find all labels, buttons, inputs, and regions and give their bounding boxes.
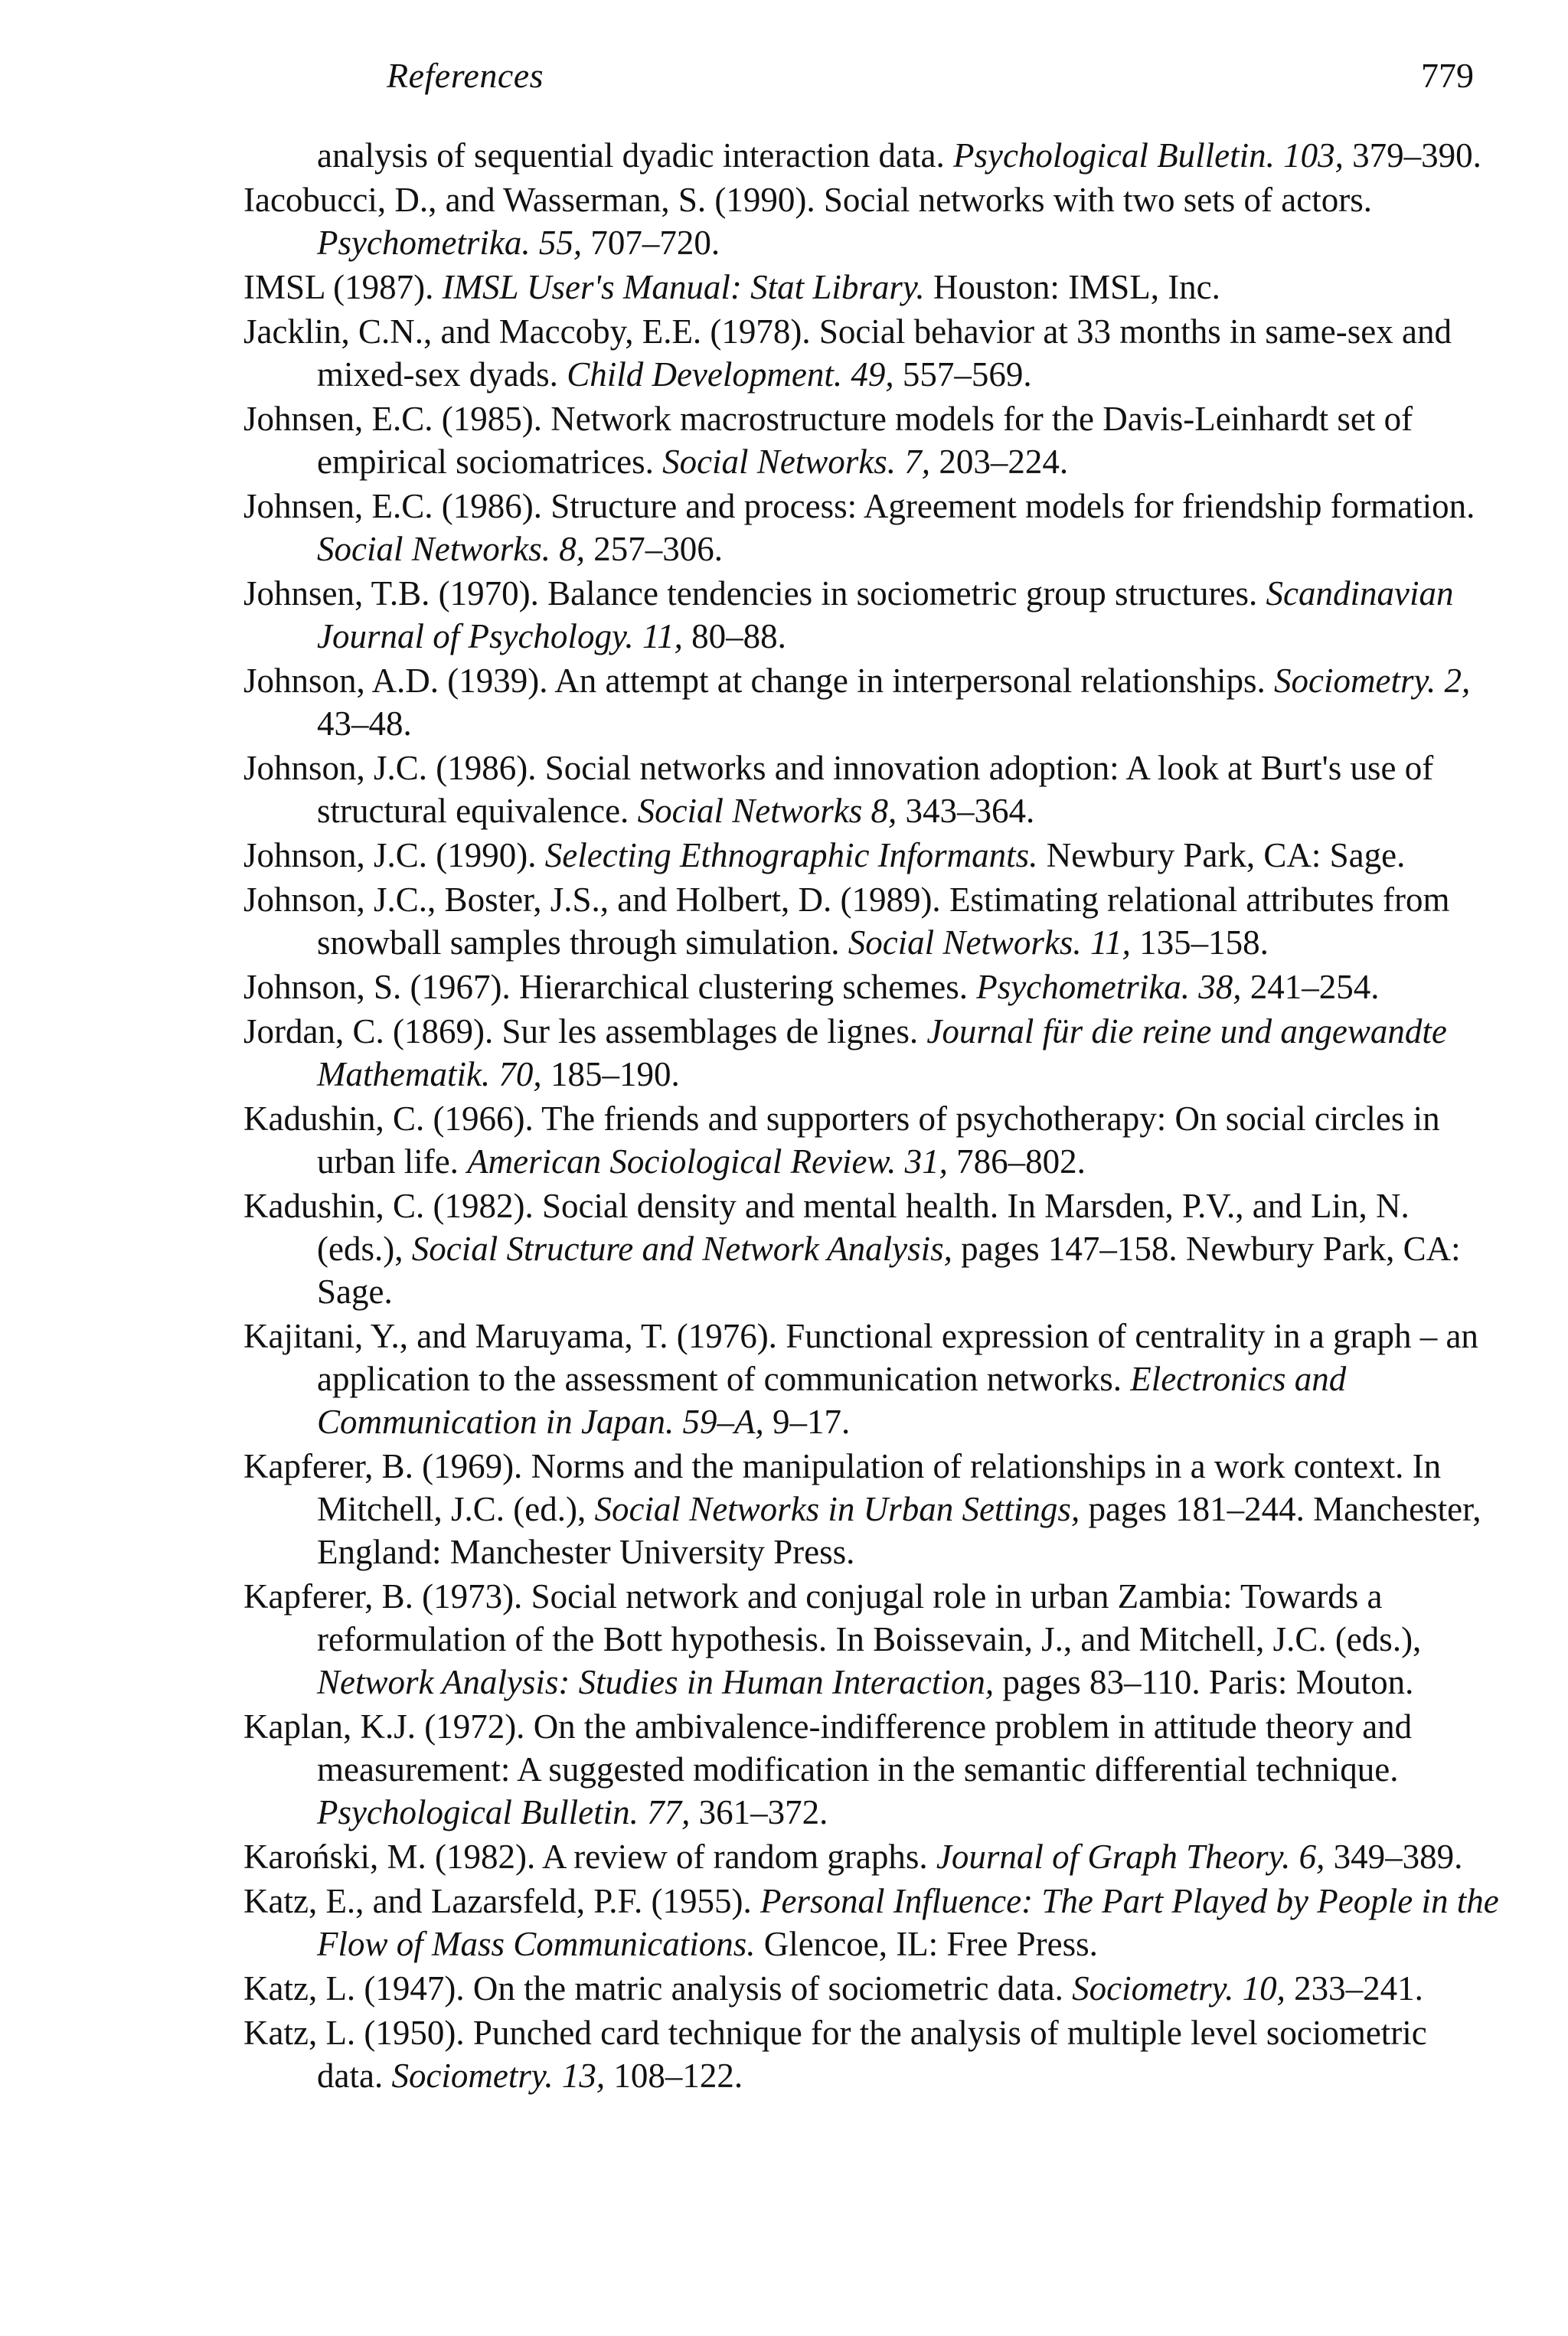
page-number: 779 — [1421, 56, 1474, 95]
reference-tail: 203–224. — [939, 443, 1069, 481]
reference-source: Child Development. 49, — [567, 355, 894, 394]
reference-authors: Karoński, M. (1982). — [243, 1838, 536, 1876]
reference-entry — [243, 485, 1499, 570]
reference-entry — [243, 1097, 1499, 1183]
reference-entry — [243, 747, 1499, 832]
reference-entry — [243, 659, 1499, 745]
reference-title: Norms and the manipulation of relationships in a work context. In Mitchell, J.C. (ed.), — [317, 1447, 1442, 1528]
reference-authors: Kaplan, K.J. (1972). — [243, 1707, 525, 1746]
reference-tail: 185–190. — [550, 1055, 680, 1093]
running-title: References — [387, 56, 544, 95]
reference-title: Social networks with two sets of actors. — [823, 181, 1372, 219]
reference-tail: 241–254. — [1250, 968, 1380, 1006]
reference-source: Sociometry. 2, — [1274, 662, 1471, 700]
reference-entry — [243, 572, 1499, 658]
reference-authors: Katz, E., and Lazarsfeld, P.F. (1955). — [243, 1882, 752, 1920]
reference-authors: IMSL (1987). — [243, 268, 434, 306]
reference-title: Network macrostructure models for the Davis-Leinhardt set of empirical sociomatrices. — [317, 400, 1413, 481]
reference-source: Scandinavian Journal of Psychology. 11, — [317, 574, 1454, 655]
reference-authors: Kapferer, B. (1969). — [243, 1447, 523, 1485]
reference-authors: Katz, L. (1947). — [243, 1969, 465, 2008]
reference-tail: 233–241. — [1294, 1969, 1423, 2008]
reference-tail: 349–389. — [1333, 1838, 1463, 1876]
reference-authors: Kadushin, C. (1982). — [243, 1187, 534, 1225]
reference-title: A review of random graphs. — [542, 1838, 928, 1876]
reference-authors: Johnsen, E.C. (1985). — [243, 400, 542, 438]
reference-entry — [243, 1575, 1499, 1704]
reference-source: Network Analysis: Studies in Human Interaction, — [317, 1663, 995, 1701]
reference-authors: Jacklin, C.N., and Maccoby, E.E. (1978). — [243, 312, 811, 351]
reference-entry — [243, 1315, 1499, 1443]
reference-entry — [243, 1835, 1499, 1878]
reference-source: Psychometrika. 38, — [976, 968, 1242, 1006]
reference-tail: pages 147–158. Newbury Park, CA: Sage. — [317, 1230, 1461, 1311]
reference-source: Social Networks in Urban Settings, — [594, 1490, 1080, 1528]
reference-source: Psychometrika. 55, — [317, 224, 583, 262]
reference-entry — [243, 134, 1499, 177]
reference-tail: Newbury Park, CA: Sage. — [1046, 836, 1406, 874]
reference-authors: Johnson, J.C. (1990). — [243, 836, 537, 874]
reference-title: Social network and conjugal role in urban Zambia: Towards a reformulation of the Bott hypothesis. In Boissevain, J., and Mitchell, J.C. (eds.), — [317, 1577, 1422, 1658]
reference-source: Social Structure and Network Analysis, — [411, 1230, 952, 1268]
reference-title: Balance tendencies in sociometric group structures. — [547, 574, 1258, 613]
reference-tail: 43–48. — [317, 704, 412, 743]
reference-authors: Kadushin, C. (1966). — [243, 1099, 534, 1138]
reference-tail: 80–88. — [691, 617, 786, 655]
reference-source: Sociometry. 13, — [391, 2057, 606, 2095]
reference-source: Social Networks. 11, — [848, 923, 1131, 962]
reference-entry — [243, 178, 1499, 264]
reference-source: Social Networks 8, — [637, 792, 897, 830]
reference-tail: Glencoe, IL: Free Press. — [763, 1925, 1098, 1963]
reference-authors: Johnson, A.D. (1939). — [243, 662, 548, 700]
reference-title: Social behavior at 33 months in same-sex and mixed-sex dyads. — [317, 312, 1452, 394]
reference-source: IMSL User's Manual: Stat Library. — [442, 268, 925, 306]
reference-authors: Iacobucci, D., and Wasserman, S. (1990). — [243, 181, 815, 219]
reference-source: American Sociological Review. 31, — [467, 1142, 948, 1181]
reference-entry — [243, 1967, 1499, 2010]
reference-tail: 9–17. — [772, 1403, 851, 1441]
reference-tail: 343–364. — [905, 792, 1035, 830]
reference-entry — [243, 310, 1499, 396]
reference-source: Personal Influence: The Part Played by People in the Flow of Mass Communications. — [317, 1882, 1499, 1963]
reference-entry — [243, 2011, 1499, 2097]
reference-title: Social density and mental health. In Marsden, P.V., and Lin, N. (eds.), — [317, 1187, 1410, 1268]
reference-entry — [243, 266, 1499, 309]
reference-tail: Houston: IMSL, Inc. — [933, 268, 1220, 306]
reference-title: An attempt at change in interpersonal relationships. — [554, 662, 1266, 700]
reference-title: Structure and process: Agreement models for friendship formation. — [550, 487, 1475, 525]
reference-title: Sur les assemblages de lignes. — [501, 1012, 919, 1050]
reference-tail: 361–372. — [698, 1793, 828, 1831]
reference-tail: 707–720. — [590, 224, 720, 262]
reference-authors: Johnson, J.C., Boster, J.S., and Holbert, D. (1989). — [243, 880, 941, 919]
reference-entry — [243, 878, 1499, 964]
reference-source: Sociometry. 10, — [1072, 1969, 1285, 2008]
reference-list — [243, 134, 1499, 2099]
reference-title: On the matric analysis of sociometric data. — [472, 1969, 1063, 2008]
reference-source: Electronics and Communication in Japan. 59–A, — [317, 1360, 1347, 1441]
reference-tail: 379–390. — [1352, 136, 1481, 175]
reference-entry — [243, 1705, 1499, 1834]
reference-authors: Katz, L. (1950). — [243, 2014, 465, 2052]
reference-tail: 135–158. — [1139, 923, 1269, 962]
reference-source: Journal für die reine und angewandte Mathematik. 70, — [317, 1012, 1447, 1093]
reference-title: Estimating relational attributes from snowball samples through simulation. — [317, 880, 1450, 962]
reference-title: The friends and supporters of psychotherapy: On social circles in urban life. — [317, 1099, 1440, 1181]
reference-authors: Johnsen, T.B. (1970). — [243, 574, 539, 613]
reference-entry — [243, 1880, 1499, 1965]
reference-source: Journal of Graph Theory. 6, — [936, 1838, 1325, 1876]
reference-authors: Kapferer, B. (1973). — [243, 1577, 523, 1616]
reference-authors: Jordan, C. (1869). — [243, 1012, 494, 1050]
reference-tail: 108–122. — [613, 2057, 743, 2095]
reference-title: analysis of sequential dyadic interaction data. — [317, 136, 945, 175]
reference-entry — [243, 1184, 1499, 1313]
reference-entry — [243, 1445, 1499, 1573]
reference-authors: Kajitani, Y., and Maruyama, T. (1976). — [243, 1317, 777, 1355]
reference-tail: 557–569. — [902, 355, 1032, 394]
reference-authors: Johnsen, E.C. (1986). — [243, 487, 542, 525]
reference-title: On the ambivalence-indifference problem in attitude theory and measurement: A suggested modification in the semantic differential technique. — [317, 1707, 1413, 1789]
reference-title: Social networks and innovation adoption: A look at Burt's use of structural equivalence. — [317, 749, 1434, 830]
reference-title: Punched card technique for the analysis of multiple level sociometric data. — [317, 2014, 1427, 2095]
reference-source: Selecting Ethnographic Informants. — [544, 836, 1038, 874]
reference-entry — [243, 834, 1499, 877]
reference-entry — [243, 1010, 1499, 1096]
reference-tail: 786–802. — [956, 1142, 1086, 1181]
reference-authors: Johnson, S. (1967). — [243, 968, 511, 1006]
reference-title: Functional expression of centrality in a graph – an application to the assessment of communication networks. — [317, 1317, 1478, 1398]
reference-source: Psychological Bulletin. 77, — [317, 1793, 691, 1831]
reference-source: Social Networks. 8, — [317, 530, 585, 568]
reference-entry — [243, 965, 1499, 1008]
reference-authors: Johnson, J.C. (1986). — [243, 749, 537, 787]
reference-source: Social Networks. 7, — [662, 443, 931, 481]
reference-source: Psychological Bulletin. 103, — [952, 136, 1344, 175]
reference-title: Hierarchical clustering schemes. — [519, 968, 969, 1006]
reference-entry — [243, 397, 1499, 483]
reference-tail: pages 83–110. Paris: Mouton. — [1002, 1663, 1414, 1701]
reference-tail: pages 181–244. Manchester, England: Manchester University Press. — [317, 1490, 1481, 1571]
reference-tail: 257–306. — [593, 530, 723, 568]
page-header — [387, 55, 1474, 109]
